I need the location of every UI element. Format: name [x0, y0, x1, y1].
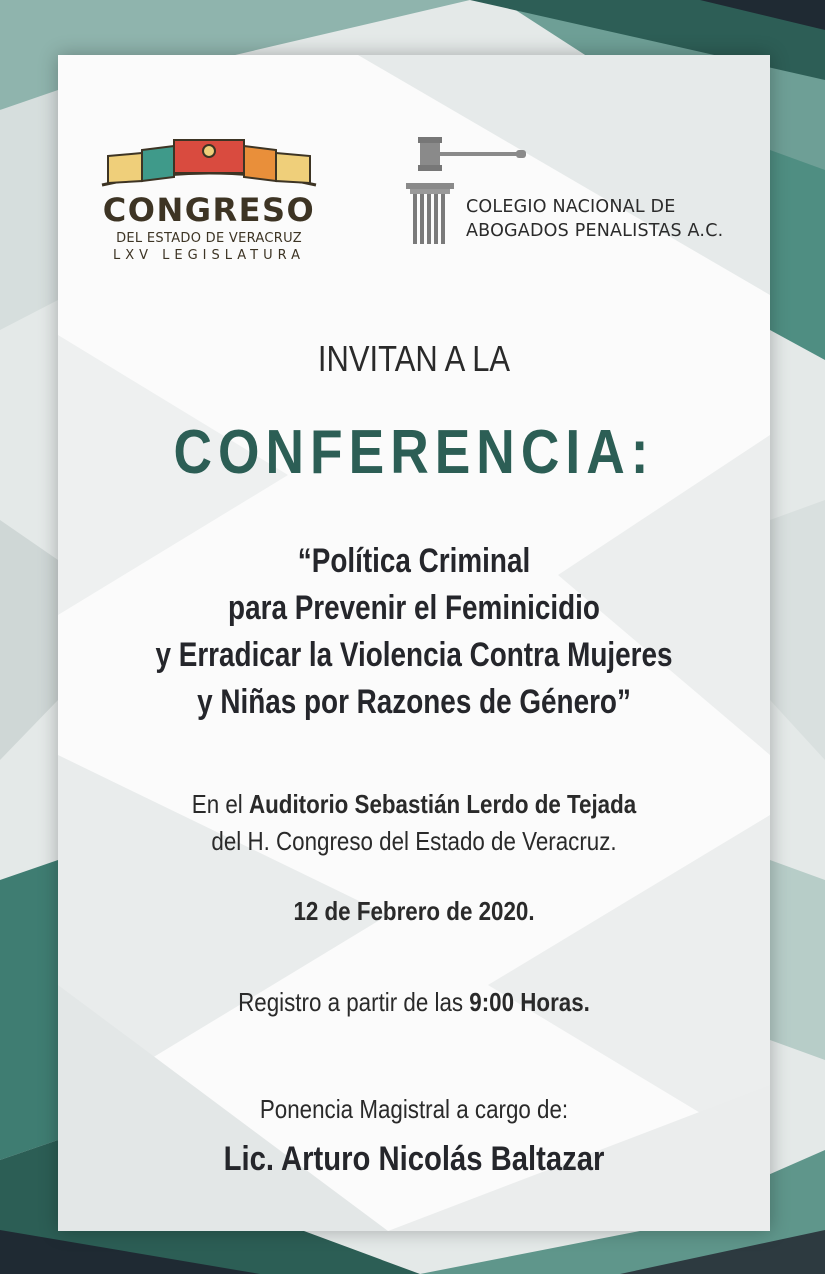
congreso-subtitle: DEL ESTADO DE VERACRUZ [116, 231, 302, 246]
venue [108, 786, 720, 860]
conference-title-line: y Erradicar la Violencia Contra Mujeres [155, 636, 673, 674]
conference-title [122, 538, 706, 726]
colegio-name [466, 195, 723, 243]
conference-title-line: para Prevenir el Feminicidio [228, 589, 600, 627]
conference-title-line: “Política Criminal [297, 542, 531, 580]
registration-prefix: Registro a partir de las [238, 987, 470, 1017]
speaker-intro: Ponencia Magistral a cargo de: [259, 1094, 569, 1124]
venue-name: Auditorio Sebastián Lerdo de Tejada [248, 789, 637, 819]
conference-heading: CONFERENCIA: [173, 418, 655, 487]
venue-line1 [108, 786, 720, 823]
colegio-name-line1: COLEGIO NACIONAL DE [466, 197, 676, 217]
congreso-name: CONGRESO [102, 191, 316, 229]
congreso-logo [94, 133, 324, 263]
venue-prefix: En el [191, 789, 249, 819]
speaker-name: Lic. Arturo Nicolás Baltazar [223, 1140, 605, 1178]
congreso-books-icon [94, 133, 324, 193]
venue-line2: del H. Congreso del Estado de Veracruz. [211, 826, 617, 856]
congreso-legislature: LXV LEGISLATURA [112, 248, 306, 263]
colegio-logo [404, 135, 764, 250]
registration-time: 9:00 Horas. [469, 987, 590, 1017]
event-date: 12 de Febrero de 2020. [293, 896, 535, 926]
conference-title-line: y Niñas por Razones de Género” [197, 683, 631, 721]
invitation-card [58, 55, 770, 1231]
registration-info [108, 987, 720, 1018]
invitation-intro: INVITAN A LA [317, 338, 511, 379]
colegio-name-line2: ABOGADOS PENALISTAS A.C. [466, 221, 724, 241]
